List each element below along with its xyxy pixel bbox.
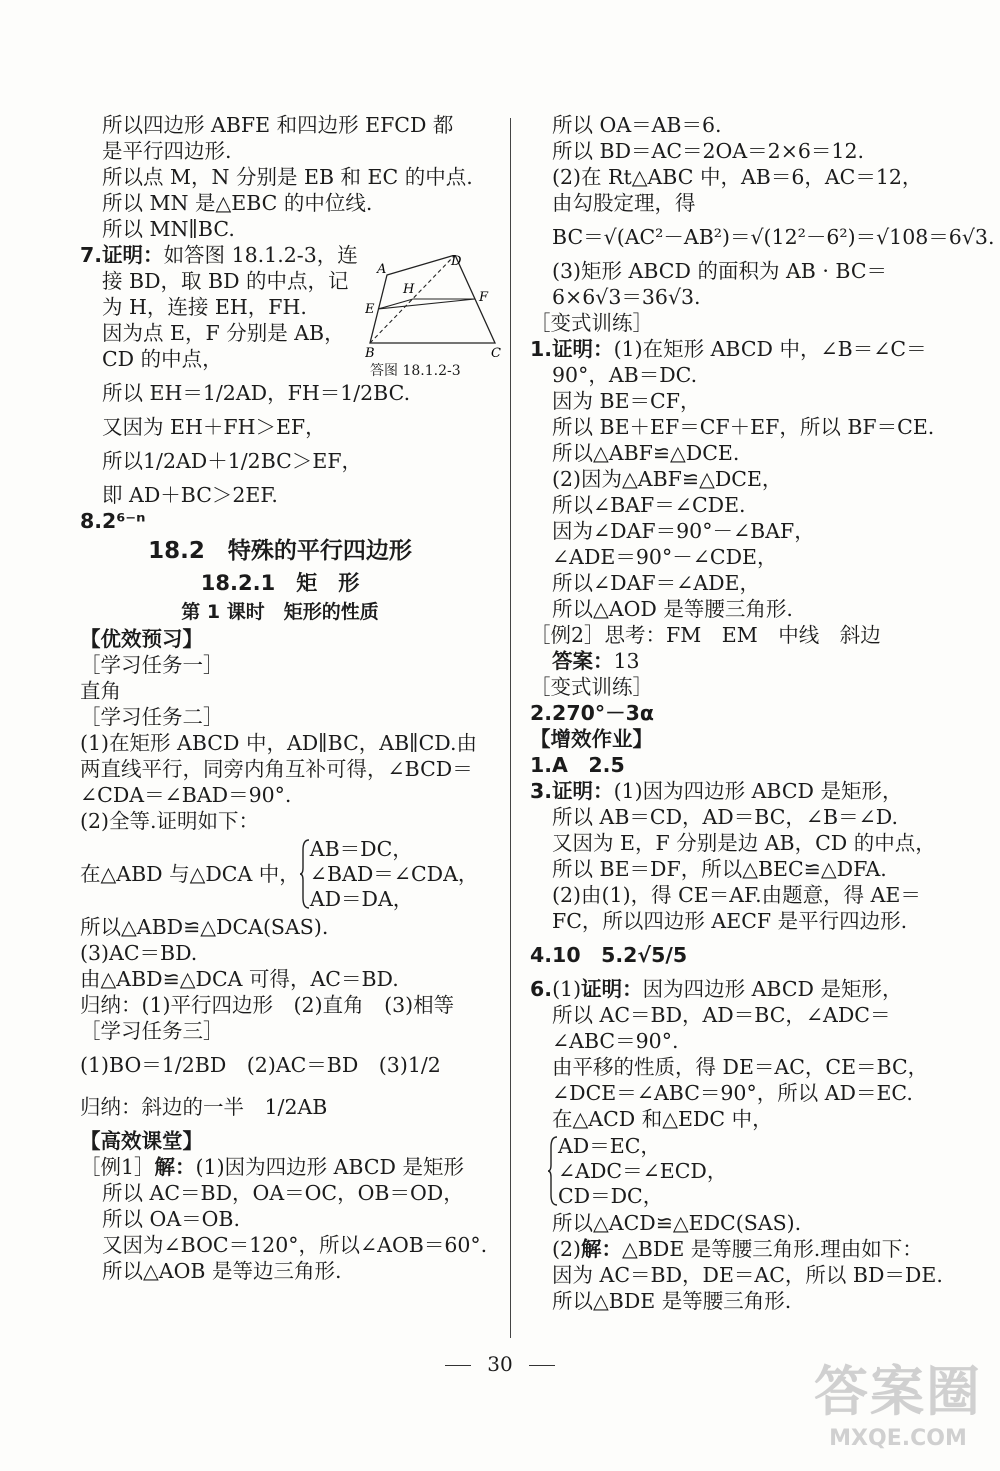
text-line: 所以 OA＝AB＝6.: [552, 113, 722, 137]
q1-line: [530, 336, 955, 362]
system-body: [310, 837, 479, 912]
answer-value: 13: [613, 649, 640, 673]
text-line: 由△ABD≌△DCA 可得，AC＝BD.: [80, 967, 399, 991]
system-lead: 在△ABD 与△DCA 中，: [80, 862, 300, 886]
text-line: 所以1/2AD＋1/2BC＞EF，: [102, 449, 363, 473]
system-row: AD＝DA，: [309, 886, 414, 911]
answer-line: 2.270°－3α: [530, 701, 654, 725]
text-line: 因为∠DAF＝90°－∠BAF，: [552, 519, 815, 543]
part-2-text: △BDE 是等腰三角形.理由如下：: [622, 1237, 923, 1261]
task-heading: ［学习任务二］: [80, 705, 224, 729]
point-label-a: A: [377, 262, 387, 277]
text-line: 即 AD＋BC＞2EF.: [102, 483, 278, 507]
example-text: (1)因为四边形 ABCD 是矩形: [195, 1155, 464, 1179]
proof-label: 证明：: [102, 243, 164, 267]
figure-caption: 答图 18.1.2-3: [370, 363, 461, 379]
text-line: CD 的中点，: [102, 347, 223, 371]
trapezoid-figure: [365, 255, 505, 405]
task-heading: ［学习任务三］: [80, 1019, 224, 1043]
question-number: 3.: [530, 779, 553, 803]
question-number: 7.: [80, 243, 103, 267]
text-line: 所以 BE＝DF，所以△BEC≌△DFA.: [552, 857, 887, 881]
text-line: 所以△BDE 是等腰三角形.: [552, 1289, 792, 1313]
section-heading-homework: 【增效作业】: [530, 727, 653, 751]
text-line: (2)全等.证明如下：: [80, 809, 260, 833]
system-row: AD＝EC，: [558, 1133, 661, 1158]
equation-system: [80, 834, 480, 914]
footer-dash: [529, 1365, 555, 1366]
text-line: 所以 MN 是△EBC 的中位线.: [102, 191, 373, 215]
text-line: 直角: [80, 679, 121, 703]
text-line: (2)因为△ABF≌△DCE，: [552, 467, 783, 491]
text-line: ∠ADE＝90°－∠CDE，: [552, 545, 778, 569]
answer-line: 4.10 5.2√5/5: [530, 943, 688, 967]
text-line: 所以 BD＝AC＝2OA＝2×6＝12.: [552, 139, 865, 163]
proof-label: 证明：: [552, 779, 614, 803]
example-2-line: ［例2］思考：FM EM 中线 斜边: [530, 623, 881, 647]
page-number: 30: [487, 1352, 513, 1376]
text-line: 归纳：斜边的一半 1/2AB: [80, 1095, 328, 1119]
q3-text: (1)因为四边形 ABCD 是矩形，: [613, 779, 903, 803]
column-divider: [510, 118, 511, 1338]
q6-text: 因为四边形 ABCD 是矩形，: [642, 977, 903, 1001]
text-line: 为 H，连接 EH，FH.: [102, 295, 307, 319]
text-line: 所以△AOD 是等腰三角形.: [552, 597, 793, 621]
text-line: 所以△AOB 是等边三角形.: [102, 1259, 342, 1283]
point-label-e: E: [365, 302, 375, 317]
text-line: 所以四边形 ABFE 和四边形 EFCD 都: [102, 113, 454, 137]
text-line: 所以∠BAF＝∠CDE.: [552, 493, 746, 517]
text-line: 因为点 E，F 分别是 AB，: [102, 321, 345, 345]
text-line: 又因为 E，F 分别是边 AB，CD 的中点，: [552, 831, 936, 855]
text-line: 所以 EH＝1/2AD，FH＝1/2BC.: [102, 381, 411, 405]
task-heading: ［学习任务一］: [80, 653, 224, 677]
text-line: 因为 AC＝BD，DE＝AC，所以 BD＝DE.: [552, 1263, 943, 1287]
point-label-d: D: [451, 255, 462, 269]
system-row: ∠ADC＝∠ECD，: [558, 1158, 728, 1183]
q7-text: 如答图 18.1.2-3，连: [163, 243, 358, 267]
text-line: 又因为∠BOC＝120°，所以∠AOB＝60°.: [102, 1233, 488, 1257]
text-line: 90°，AB＝DC.: [552, 363, 698, 387]
part-number: (2): [552, 1237, 582, 1261]
solution-label: 解：: [154, 1155, 196, 1179]
text-line: 所以 AC＝BD，OA＝OC，OB＝OD，: [102, 1181, 464, 1205]
brace-icon: [300, 838, 310, 910]
system-row: ∠BAD＝∠CDA，: [309, 861, 479, 886]
text-line: 因为 BE＝CF，: [552, 389, 701, 413]
q8-answer: 8.2⁶⁻ⁿ: [80, 509, 146, 533]
text-line: (1)在矩形 ABCD 中，AD∥BC，AB∥CD.由: [80, 731, 478, 755]
text-line: 由平移的性质，得 DE＝AC，CE＝BC，: [552, 1055, 929, 1079]
text-line: (2)由(1)，得 CE＝AF.由题意，得 AE＝: [552, 883, 921, 907]
text-line: 所以∠DAF＝∠ADE，: [552, 571, 761, 595]
segment-ef: [378, 299, 475, 309]
answer-label: 答案：: [552, 649, 614, 673]
text-line: ∠ABC＝90°.: [552, 1029, 679, 1053]
text-line: 接 BD，取 BD 的中点，记: [102, 269, 349, 293]
answer-line: [530, 648, 955, 674]
brace-icon: [548, 1135, 558, 1207]
point-label-f: F: [479, 290, 489, 305]
text-line: 所以△ABF≌△DCE.: [552, 441, 740, 465]
text-line: (3)矩形 ABCD 的面积为 AB · BC＝: [552, 259, 888, 283]
text-line: BC＝√(AC²－AB²)＝√(12²－6²)＝√108＝6√3.: [552, 225, 995, 249]
section-title: 18.2 特殊的平行四边形: [148, 538, 412, 564]
watermark: [814, 1349, 982, 1451]
text-line: (1)BO＝1/2BD (2)AC＝BD (3)1/2: [80, 1053, 441, 1077]
text-line: 所以 MN∥BC.: [102, 217, 235, 241]
subsection-title: 18.2.1 矩 形: [200, 571, 360, 595]
text-line: 所以 OA＝OB.: [102, 1207, 241, 1231]
part-number: (1): [552, 977, 582, 1001]
q6-line: [530, 976, 955, 1002]
text-line: ∠CDA＝∠BAD＝90°.: [80, 783, 292, 807]
right-column: [530, 112, 995, 1314]
proof-label: 证明：: [581, 977, 643, 1001]
q3-line: [530, 778, 955, 804]
q1-text: (1)在矩形 ABCD 中，∠B＝∠C＝: [613, 337, 927, 361]
text-line: 归纳：(1)平行四边形 (2)直角 (3)相等: [80, 993, 455, 1017]
example-line: [80, 1154, 480, 1180]
text-line: 又因为 EH＋FH＞EF，: [102, 415, 326, 439]
watermark-logo: 答案圈: [814, 1360, 982, 1423]
text-line: ∠DCE＝∠ABC＝90°，所以 AD＝EC.: [552, 1081, 913, 1105]
section-heading-classroom: 【高效课堂】: [80, 1129, 203, 1153]
text-line: 两直线平行，同旁内角互补可得，∠BCD＝: [80, 757, 473, 781]
text-line: 所以 BE＋EF＝CF＋EF，所以 BF＝CE.: [552, 415, 935, 439]
text-line: 所以△ABD≌△DCA(SAS).: [80, 915, 329, 939]
text-line: 在△ACD 和△EDC 中，: [552, 1107, 773, 1131]
answer-line: 1.A 2.5: [530, 753, 625, 777]
text-line: (3)AC＝BD.: [80, 941, 198, 965]
lesson-title: 第 1 课时 矩形的性质: [181, 601, 379, 623]
text-line: (2)在 Rt△ABC 中，AB＝6，AC＝12，: [552, 165, 923, 189]
example-tag: ［例1］: [80, 1155, 155, 1179]
system-body: [558, 1134, 727, 1209]
point-label-b: B: [365, 346, 375, 361]
task-heading: ［变式训练］: [530, 311, 653, 335]
text-line: 所以△ACD≌△EDC(SAS).: [552, 1211, 802, 1235]
text-line: 所以点 M，N 分别是 EB 和 EC 的中点.: [102, 165, 473, 189]
system-row: AB＝DC，: [309, 836, 413, 861]
task-heading: ［变式训练］: [530, 675, 653, 699]
point-label-c: C: [491, 346, 501, 361]
text-line: 所以 AB＝CD，AD＝BC，∠B＝∠D.: [552, 805, 899, 829]
system-row: CD＝DC，: [558, 1183, 664, 1208]
text-line: 6×6√3＝36√3.: [552, 285, 701, 309]
footer-dash: [445, 1365, 471, 1366]
watermark-url: MXQE.COM: [829, 1426, 967, 1451]
point-label-h: H: [403, 282, 415, 297]
question-number: 1.: [530, 337, 553, 361]
section-heading-preview: 【优效预习】: [80, 627, 203, 651]
question-number: 6.: [530, 977, 553, 1001]
equation-system: [530, 1132, 955, 1210]
text-line: 所以 AC＝BD，AD＝BC，∠ADC＝: [552, 1003, 891, 1027]
text-line: FC，所以四边形 AECF 是平行四边形.: [552, 909, 908, 933]
text-line: 是平行四边形.: [102, 139, 232, 163]
text-line: 由勾股定理，得: [552, 191, 696, 215]
proof-label: 证明：: [552, 337, 614, 361]
solution-label: 解：: [581, 1237, 623, 1261]
part-2-line: [530, 1236, 955, 1262]
